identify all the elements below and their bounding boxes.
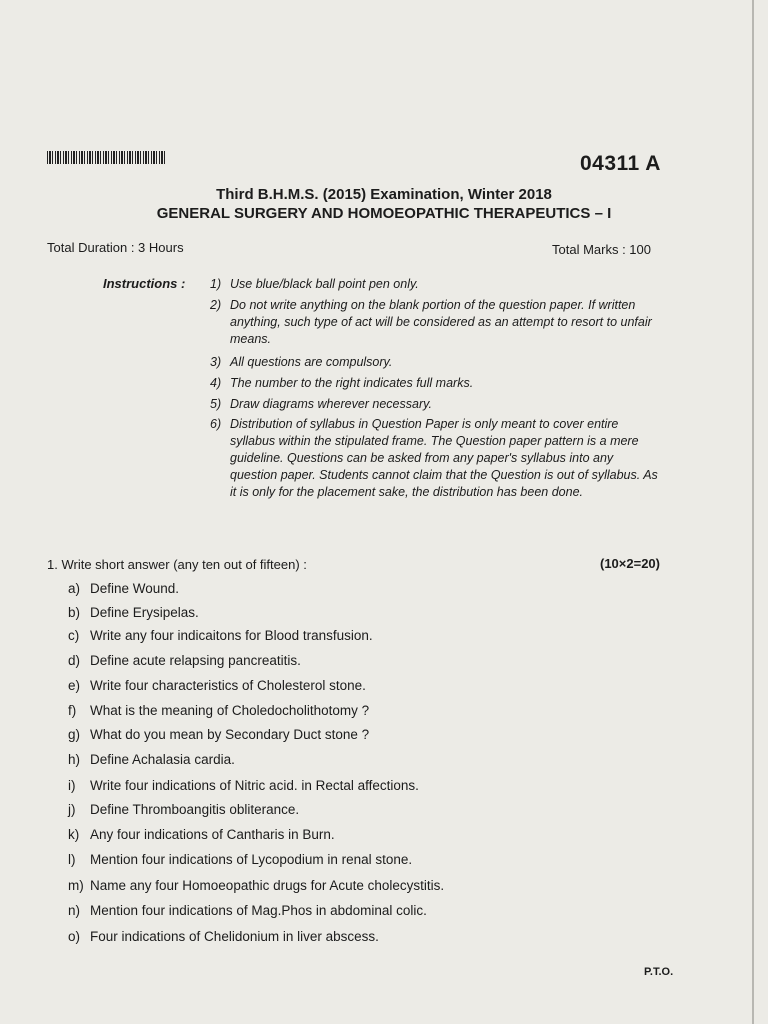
instructions-label: Instructions : — [103, 276, 186, 291]
instruction-text: All questions are compulsory. — [230, 355, 393, 369]
instruction-number: 1) — [210, 277, 222, 291]
sub-question-letter: n) — [68, 903, 81, 918]
exam-title: Third B.H.M.S. (2015) Examination, Winter 2018 — [216, 186, 552, 203]
instruction-number: 2) — [210, 298, 222, 312]
sub-question — [68, 878, 444, 893]
subject-title: GENERAL SURGERY AND HOMOEOPATHIC THERAPEUTICS – I — [156, 205, 612, 222]
sub-question — [68, 703, 369, 718]
sub-question-letter: j) — [68, 802, 76, 817]
sub-question-text: Four indications of Chelidonium in liver abscess. — [90, 929, 379, 944]
sub-question-letter: g) — [68, 727, 81, 742]
sub-question-text: Mention four indications of Mag.Phos in abdominal colic. — [90, 903, 427, 918]
sub-question — [68, 628, 373, 643]
sub-question-text: Write four indications of Nitric acid. in Rectal affections. — [90, 778, 419, 793]
sub-question — [68, 653, 301, 668]
sub-question-letter: b) — [68, 605, 81, 620]
paper-code: 04311 A — [580, 152, 661, 175]
sub-question-letter: f) — [68, 703, 77, 718]
sub-question — [68, 802, 299, 817]
sub-question — [68, 727, 369, 742]
question-1-heading: 1. Write short answer (any ten out of fifteen) : — [47, 557, 307, 572]
sub-question — [68, 852, 412, 867]
sub-question-letter: l) — [68, 852, 76, 867]
instruction-text: The number to the right indicates full marks. — [230, 376, 474, 390]
page-turn-over: P.T.O. — [644, 966, 674, 978]
sub-question-letter: h) — [68, 752, 81, 767]
instruction-text: Draw diagrams wherever necessary. — [230, 397, 432, 411]
total-duration: Total Duration : 3 Hours — [47, 240, 184, 255]
sub-question-letter: e) — [68, 678, 81, 693]
sub-question-letter: c) — [68, 628, 80, 643]
sub-question-text: Mention four indications of Lycopodium in renal stone. — [90, 852, 413, 867]
instruction-number: 4) — [210, 376, 222, 390]
sub-question-text: Define acute relapsing pancreatitis. — [90, 653, 301, 668]
sub-question-text: Name any four Homoeopathic drugs for Acute cholecystitis. — [90, 878, 445, 893]
sub-question — [68, 581, 179, 596]
sub-question — [68, 903, 427, 918]
sub-question-text: Define Achalasia cardia. — [90, 752, 235, 767]
instruction-number: 6) — [210, 417, 222, 431]
sub-question — [68, 778, 419, 793]
sub-question-text: Any four indications of Cantharis in Burn. — [90, 827, 335, 842]
instruction-text: Do not write anything on the blank portion of the question paper. If written anything, such type of act will be considered as an attempt to resort to unfair means. — [230, 298, 652, 346]
sub-question-text: Define Thromboangitis obliterance. — [90, 802, 300, 817]
sub-question-text: What do you mean by Secondary Duct stone ? — [90, 727, 370, 742]
sub-question-letter: i) — [68, 778, 76, 793]
sub-question-text: Define Erysipelas. — [90, 605, 199, 620]
sub-question-text: Write four characteristics of Cholesterol stone. — [90, 678, 366, 693]
question-1-marks: (10×2=20) — [600, 556, 660, 571]
instruction-text: Use blue/black ball point pen only. — [230, 277, 419, 291]
sub-question-text: What is the meaning of Choledocholithotomy ? — [90, 703, 370, 718]
sub-question — [68, 929, 379, 944]
sub-question-letter: k) — [68, 827, 80, 842]
page-edge-shadow — [752, 0, 754, 1024]
total-marks: Total Marks : 100 — [552, 242, 651, 257]
sub-question-letter: a) — [68, 581, 81, 596]
sub-question — [68, 827, 335, 842]
barcode — [47, 151, 165, 164]
sub-question — [68, 678, 366, 693]
instruction-number: 5) — [210, 397, 222, 411]
sub-question-letter: d) — [68, 653, 81, 668]
sub-question-text: Define Wound. — [90, 581, 180, 596]
instruction-text: Distribution of syllabus in Question Paper is only meant to cover entire syllabus within the stipulated frame. The Question paper pattern is a mere guideline. Questions can be asked from any paper's syllabus into any question paper. Students cannot claim that the Question is out of syllabus. As it is only for the placement sake, the distribution has been done. — [230, 417, 658, 499]
sub-question — [68, 752, 235, 767]
sub-question-letter: o) — [68, 929, 81, 944]
instruction-number: 3) — [210, 355, 222, 369]
sub-question — [68, 605, 199, 620]
sub-question-text: Write any four indicaitons for Blood transfusion. — [90, 628, 373, 643]
sub-question-letter: m) — [68, 878, 84, 893]
